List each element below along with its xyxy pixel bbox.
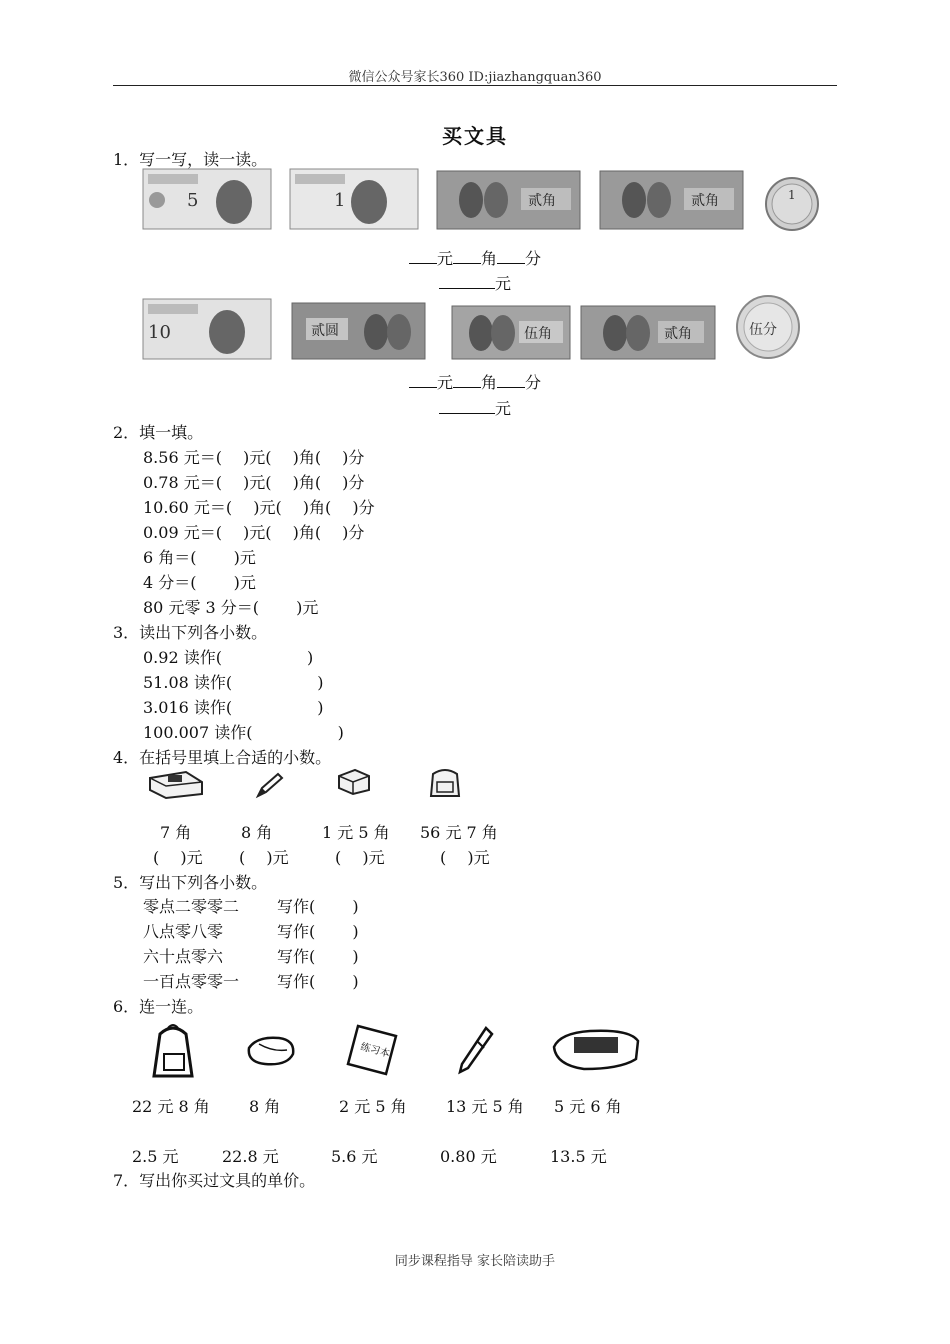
q2-item[interactable]: 4 分＝( )元 — [143, 573, 256, 592]
q4-blank[interactable]: ( )元 — [153, 848, 203, 867]
q2-item[interactable]: 10.60 元＝( )元( )角( )分 — [143, 498, 375, 517]
pencil-icon — [254, 770, 284, 800]
q6-price[interactable]: 5 元 6 角 — [554, 1097, 622, 1116]
banknote-2-jiao — [599, 170, 744, 230]
banknote-denomination: 10 — [148, 322, 171, 343]
q5-write[interactable]: 写作( ) — [277, 897, 359, 916]
banknote-10-yuan — [142, 298, 272, 360]
banknote-denomination: 5 — [187, 190, 199, 211]
q5-write[interactable]: 写作( ) — [277, 947, 359, 966]
q4-price: 8 角 — [241, 823, 273, 842]
q4-blank[interactable]: ( )元 — [335, 848, 385, 867]
exercise-book-icon — [344, 1022, 400, 1078]
eraser-pack-icon — [146, 768, 206, 800]
jiao-blank[interactable] — [453, 373, 481, 388]
q5-word: 六十点零六 — [143, 947, 224, 966]
jiao-blank[interactable] — [453, 249, 481, 264]
fen-blank[interactable] — [497, 373, 525, 388]
fen-blank[interactable] — [497, 249, 525, 264]
page-header: 微信公众号家长360 ID:jiazhangquan360 — [348, 70, 602, 85]
q4-blank[interactable]: ( )元 — [440, 848, 490, 867]
header-divider — [113, 85, 837, 86]
banknote-denomination: 贰角 — [664, 326, 692, 342]
page-footer: 同步课程指导 家长陪读助手 — [394, 1254, 556, 1269]
banknote-denomination: 贰角 — [691, 193, 719, 209]
yuan-blank[interactable] — [409, 373, 437, 388]
q2-item[interactable]: 0.78 元＝( )元( )角( )分 — [143, 473, 365, 492]
coin-denomination: 伍分 — [749, 322, 777, 338]
q6-decimal[interactable]: 2.5 元 — [132, 1147, 179, 1166]
q7-label: 7．写出你买过文具的单价。 — [113, 1171, 316, 1190]
backpack-icon — [425, 766, 465, 800]
eraser-icon — [243, 1030, 299, 1070]
sharpener-icon — [335, 768, 373, 796]
page-title: 买文具 — [442, 124, 508, 148]
q6-price[interactable]: 8 角 — [249, 1097, 281, 1116]
banknote-5-jiao — [451, 305, 571, 360]
q1-row1-fill-yuan-jiao-fen: 元 角 分 — [0, 246, 950, 269]
q5-word: 八点零八零 — [143, 922, 224, 941]
q6-price[interactable]: 13 元 5 角 — [446, 1097, 524, 1116]
q3-item[interactable]: 0.92 读作( ) — [143, 648, 314, 667]
q2-item[interactable]: 0.09 元＝( )元( )角( )分 — [143, 523, 365, 542]
q6-decimal[interactable]: 0.80 元 — [440, 1147, 497, 1166]
q5-write[interactable]: 写作( ) — [277, 972, 359, 991]
banknote-2-jiao — [580, 305, 716, 360]
q3-item[interactable]: 3.016 读作( ) — [143, 698, 324, 717]
coin-1-fen — [764, 176, 820, 232]
q6-label: 6．连一连。 — [113, 997, 204, 1016]
q2-label: 2．填一填。 — [113, 423, 204, 442]
banknote-2-jiao — [436, 170, 581, 230]
q2-item[interactable]: 6 角＝( )元 — [143, 548, 256, 567]
q3-item[interactable]: 100.007 读作( ) — [143, 723, 344, 742]
pencil-case-icon — [550, 1025, 642, 1073]
q6-decimal[interactable]: 22.8 元 — [222, 1147, 279, 1166]
q1-row2-fill-yuan: 元 — [0, 396, 950, 419]
q4-blank[interactable]: ( )元 — [239, 848, 289, 867]
yuan-total-blank[interactable] — [439, 399, 495, 414]
banknote-1-yuan — [289, 168, 419, 230]
yuan-total-blank[interactable] — [439, 274, 495, 289]
coin-denomination: 1 — [788, 188, 796, 202]
q1-row2-fill-yuan-jiao-fen: 元 角 分 — [0, 370, 950, 393]
q5-label: 5．写出下列各小数。 — [113, 873, 268, 892]
q6-price[interactable]: 22 元 8 角 — [132, 1097, 210, 1116]
book-label: 练习本 — [359, 1041, 391, 1061]
q6-price[interactable]: 2 元 5 角 — [339, 1097, 407, 1116]
q5-write[interactable]: 写作( ) — [277, 922, 359, 941]
banknote-2-yuan — [291, 302, 426, 360]
q3-item[interactable]: 51.08 读作( ) — [143, 673, 324, 692]
coin-5-fen — [735, 294, 801, 360]
backpack-icon — [148, 1020, 198, 1080]
q6-decimal[interactable]: 13.5 元 — [550, 1147, 607, 1166]
q3-label: 3．读出下列各小数。 — [113, 623, 268, 642]
q5-word: 一百点零零一 — [143, 972, 240, 991]
yuan-blank[interactable] — [409, 249, 437, 264]
banknote-denomination: 贰角 — [528, 193, 556, 209]
pen-icon — [456, 1024, 496, 1076]
q5-word: 零点二零零二 — [143, 897, 240, 916]
q4-price: 56 元 7 角 — [420, 823, 498, 842]
banknote-denomination: 伍角 — [524, 326, 552, 342]
banknote-5-yuan — [142, 168, 272, 230]
q2-item[interactable]: 80 元零 3 分＝( )元 — [143, 598, 319, 617]
q6-decimal[interactable]: 5.6 元 — [331, 1147, 378, 1166]
q1-label: 1．写一写，读一读。 — [113, 150, 268, 169]
banknote-denomination: 贰圆 — [311, 323, 339, 339]
q4-price: 7 角 — [160, 823, 192, 842]
q2-item[interactable]: 8.56 元＝( )元( )角( )分 — [143, 448, 365, 467]
q1-row1-fill-yuan: 元 — [0, 271, 950, 294]
q4-price: 1 元 5 角 — [322, 823, 390, 842]
banknote-denomination: 1 — [334, 190, 346, 211]
q4-label: 4．在括号里填上合适的小数。 — [113, 748, 332, 767]
